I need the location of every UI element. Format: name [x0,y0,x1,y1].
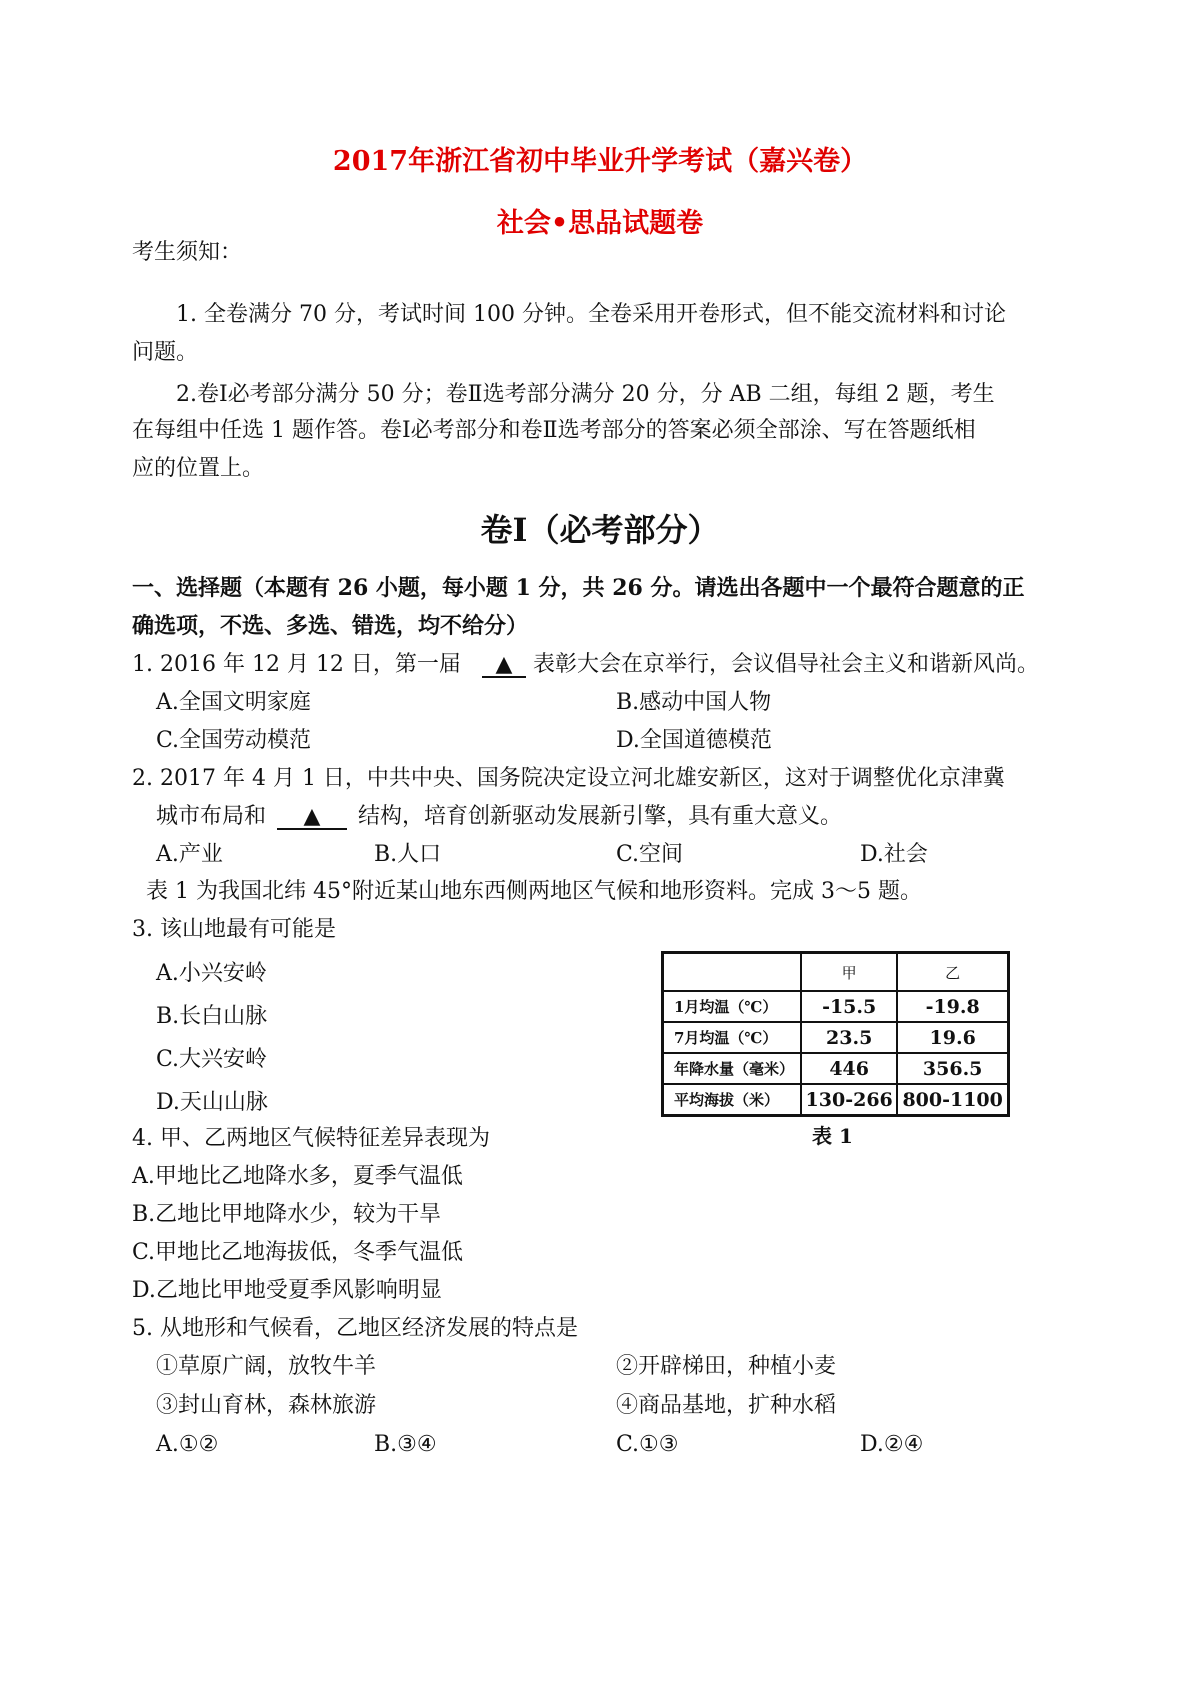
notice-item-2-line-2: 在每组中任选 1 题作答。卷Ⅰ必考部分和卷Ⅱ选考部分的答案必须全部涂、写在答题纸相 [132,418,976,443]
table-row-label: 1月均温（℃） [663,991,802,1022]
question-1-stem [132,650,1039,680]
table-cell-yi: 356.5 [897,1053,1008,1084]
question-4-option-b: B.乙地比甲地降水少，较为干旱 [132,1202,442,1227]
question-5-option-c: C.①③ [616,1432,679,1457]
question-3-option-a: A.小兴安岭 [156,961,267,986]
table-row-label: 平均海拔（米） [663,1084,802,1116]
question-5-statement-1: ①草原广阔，放牧牛羊 [156,1354,377,1379]
question-1-option-c: C.全国劳动模范 [156,728,312,753]
question-2-stem-end: 结构，培育创新驱动发展新引擎，具有重大意义。 [358,804,843,829]
question-1-option-a: A.全国文明家庭 [156,690,311,715]
question-1-option-d: D.全国道德模范 [616,728,772,753]
table-cell-jia: 446 [801,1053,897,1084]
table-cell-jia: -15.5 [801,991,897,1022]
table-row [663,1053,1009,1084]
notice-item-2-line-3: 应的位置上。 [132,456,265,481]
notice-item-2-line-1: 2.卷Ⅰ必考部分满分 50 分；卷Ⅱ选考部分满分 20 分，分 AB 二组，每组 2 题，考生 [176,382,995,407]
table-row [663,1084,1009,1116]
section-instructions-line-2: 确选项，不选、多选、错选，均不给分） [132,613,529,639]
question-2-option-c: C.空间 [616,842,684,867]
table-cell-yi: 19.6 [897,1022,1008,1053]
question-2-stem-line-2 [156,802,842,832]
question-1-stem-start: 1. 2016 年 12 月 12 日，第一届 [132,652,461,677]
question-3-stem: 3. 该山地最有可能是 [132,917,336,942]
notice-item-1-line-2: 问题。 [132,340,199,365]
table-cell-yi: -19.8 [897,991,1008,1022]
climate-terrain-table [661,951,1010,1117]
questions-3-5-intro: 表 1 为我国北纬 45°附近某山地东西侧两地区气候和地形资料。完成 3～5 题。 [146,879,922,904]
question-3-option-c: C.大兴安岭 [156,1047,268,1072]
question-1-stem-end: 表彰大会在京举行，会议倡导社会主义和谐新风尚。 [532,652,1039,677]
question-4-option-d: D.乙地比甲地受夏季风影响明显 [132,1278,442,1303]
question-3-option-b: B.长白山脉 [156,1004,268,1029]
question-2-stem-start: 城市布局和 [156,804,267,829]
section-instructions-line-1: 一、选择题（本题有 26 小题，每小题 1 分，共 26 分。请选出各题中一个最符合题意的正 [132,575,1025,601]
question-5-option-b: B.③④ [374,1432,437,1457]
table-caption: 表 1 [812,1124,853,1148]
table-row-label: 年降水量（毫米） [663,1053,802,1084]
question-5-option-a: A.①② [156,1432,219,1457]
table-header-yi: 乙 [897,953,1008,992]
table-header-row [663,953,1009,992]
question-2-option-b: B.人口 [374,842,442,867]
question-4-stem: 4. 甲、乙两地区气候特征差异表现为 [132,1126,490,1151]
question-2-option-a: A.产业 [156,842,223,867]
question-5-statement-3: ③封山育林，森林旅游 [156,1393,377,1418]
answer-blank: ▲ [482,652,526,678]
exam-title: 2017年浙江省初中毕业升学考试（嘉兴卷） [332,146,868,177]
question-5-statement-4: ④商品基地，扩种水稻 [616,1393,837,1418]
notice-item-1-line-1: 1. 全卷满分 70 分，考试时间 100 分钟。全卷采用开卷形式，但不能交流材料和讨论 [176,302,1006,327]
exam-subtitle: 社会•思品试题卷 [496,208,704,239]
question-2-stem-line-1: 2. 2017 年 4 月 1 日，中共中央、国务院决定设立河北雄安新区，这对于调整优化京津冀 [132,766,1005,791]
question-4-option-c: C.甲地比乙地海拔低，冬季气温低 [132,1240,464,1265]
notice-heading: 考生须知： [132,240,243,265]
answer-blank: ▲ [277,804,347,830]
question-3-option-d: D.天山山脉 [156,1090,268,1115]
question-5-option-d: D.②④ [860,1432,924,1457]
table-header-jia: 甲 [801,953,897,992]
question-2-option-d: D.社会 [860,842,928,867]
table-cell-yi: 800-1100 [897,1084,1008,1116]
question-5-stem: 5. 从地形和气候看，乙地区经济发展的特点是 [132,1316,578,1341]
question-5-statement-2: ②开辟梯田，种植小麦 [616,1354,837,1379]
table-cell-jia: 130-266 [801,1084,897,1116]
table-row-label: 7月均温（℃） [663,1022,802,1053]
table-corner-cell [663,953,802,992]
question-1-option-b: B.感动中国人物 [616,690,772,715]
table-cell-jia: 23.5 [801,1022,897,1053]
table-row [663,991,1009,1022]
section-title: 卷Ⅰ（必考部分） [480,511,720,549]
question-4-option-a: A.甲地比乙地降水多，夏季气温低 [132,1164,463,1189]
table-row [663,1022,1009,1053]
